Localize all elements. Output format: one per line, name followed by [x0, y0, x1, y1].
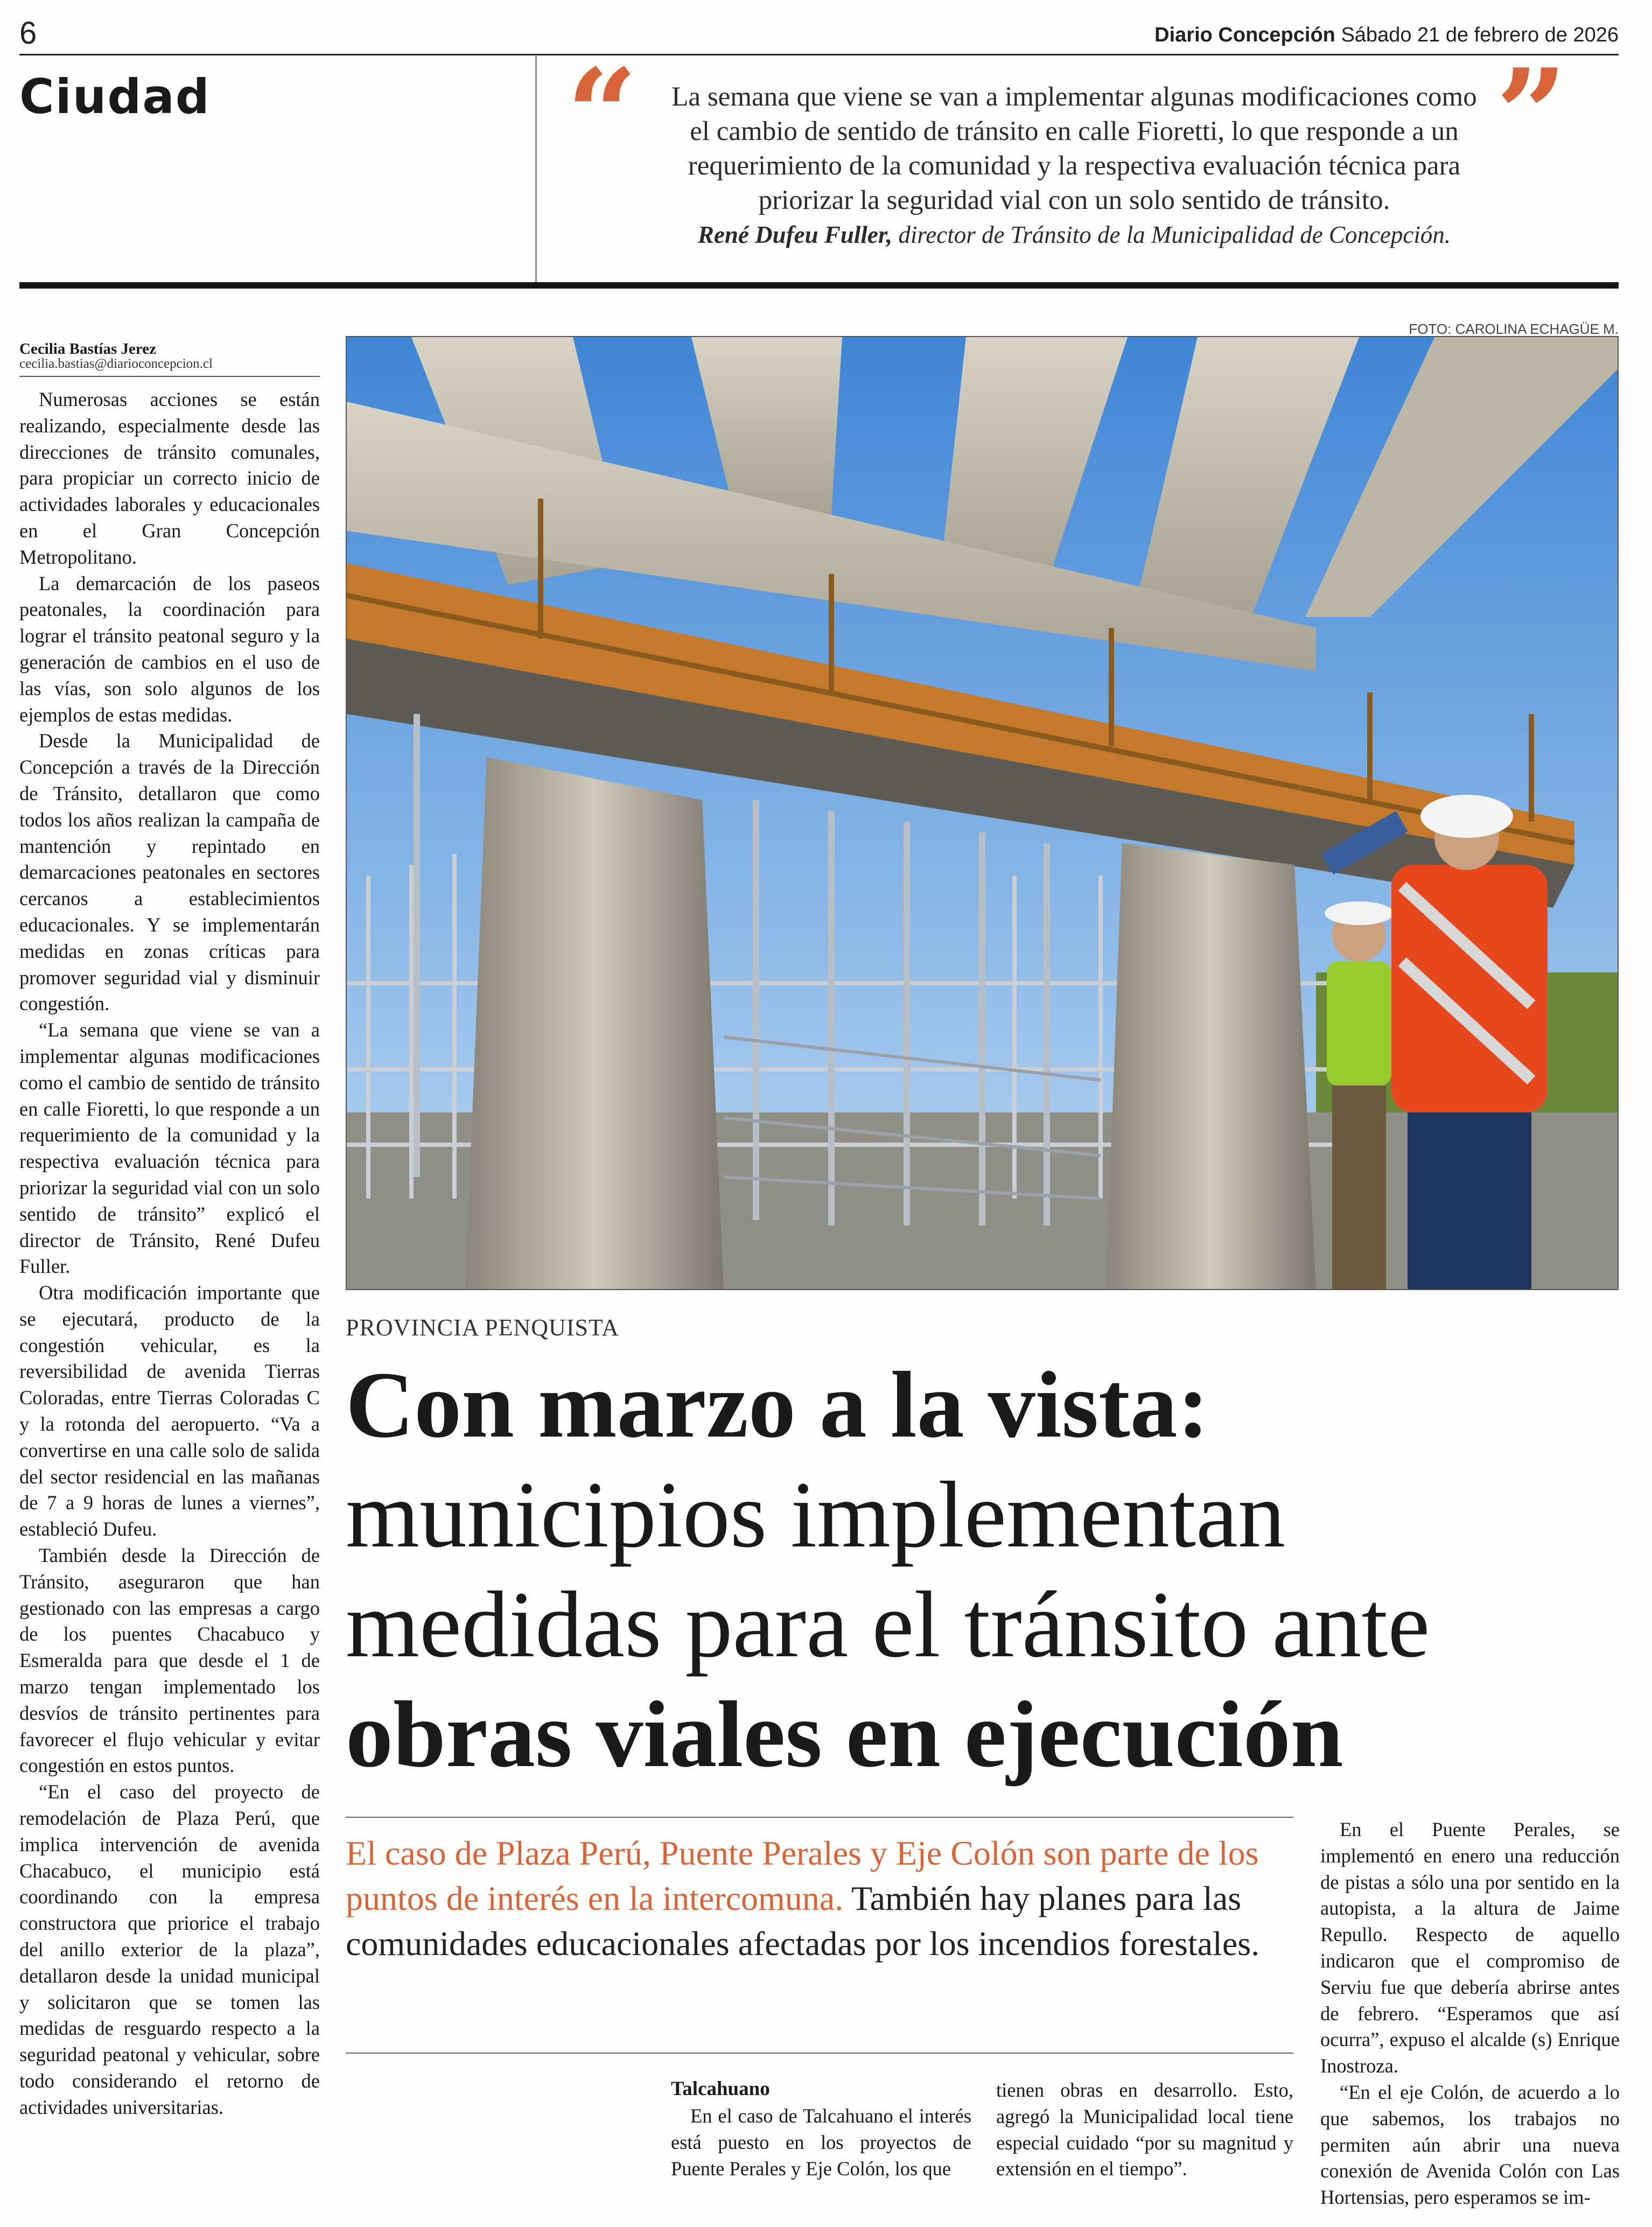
left-article-column	[19, 387, 320, 2121]
paragraph: En el Puente Perales, se implementó en enero una reducción de pistas a sólo una por sentido en la autopista, a la altura de Jaime Repullo. Respecto de aquello indicaron que el compromiso de Serviu fue que debería abrirse antes de febrero. “Esperamos que así ocurra”, expuso el alcalde (s) Enrique Inostroza.	[1320, 1818, 1620, 2077]
paragraph: “En el eje Colón, de acuerdo a lo que sabemos, los trabajos no permiten aún abrir una nueva conexión de Avenida Colón con Las Hortensias, pero esperamos se im-	[1320, 2081, 1620, 2209]
article-kicker: PROVINCIA PENQUISTA	[346, 1314, 620, 1341]
headline-line: municipios implementan	[346, 1462, 1286, 1567]
page-number: 6	[19, 16, 37, 51]
paragraph: También desde la Dirección de Tránsito, aseguraron que han gestionado con las empresas a cargo de los puentes Chacabuco y Esmeralda para que desde el 1 de marzo tengan implementado los desvíos de tránsito pertinentes para favorecer el flujo vehicular y evitar congestión en estos puntos.	[19, 1544, 320, 1777]
paragraph: Desde la Municipalidad de Concepción a través de la Dirección de Tránsito, detallaron que como todos los años realizan la campaña de mantención y repintado en demarcaciones peatonales en sectores cercanos a establecimientos educacionales. Y se implementarán medidas en zonas críticas para promover seguridad vial y disminuir congestión.	[19, 730, 320, 1015]
paragraph: “La semana que viene se van a implementar algunas modificaciones como el cambio de sentido de tránsito en calle Fioretti, lo que responde a un requerimiento de la comunidad y la respectiva evaluación técnica para priorizar la seguridad vial con un solo sentido de tránsito” explicó el director de Tránsito, René Dufeu Fuller.	[19, 1019, 320, 1278]
paragraph: En el caso de Talcahuano el interés está puesto en los proyectos de Puente Perales y Eje Colón, los que	[671, 2105, 971, 2180]
byline-author: Cecilia Bastías Jerez	[19, 340, 156, 358]
header-thick-rule	[19, 282, 1619, 289]
paragraph: La demarcación de los paseos peatonales, la coordinación para lograr el tránsito peatonal seguro y la generación de cambios en el uso de las vías, son solo algunos de los ejemplos de estas medidas.	[19, 572, 320, 726]
photo-credit: FOTO: CAROLINA ECHAGÜE M.	[1409, 321, 1619, 337]
paper-name: Diario Concepción	[1154, 24, 1335, 46]
headline-line: Con marzo a la vista:	[346, 1353, 1209, 1458]
pull-quote-attribution	[662, 221, 1486, 249]
talcahuano-column-b: tienen obras en desarrollo. Esto, agregó la Municipalidad local tiene especial cuidado “por su magnitud y extensión en el tiempo”.	[996, 2079, 1293, 2180]
byline-email[interactable]: cecilia.bastias@diarioconcepcion.cl	[19, 356, 213, 371]
section-title: Ciudad	[19, 69, 211, 124]
close-quote-icon: ”	[1496, 42, 1567, 187]
right-article-column	[1320, 1817, 1620, 2211]
article-headline	[346, 1350, 1622, 1790]
talcahuano-column-a	[671, 2103, 971, 2182]
pull-quote-text: La semana que viene se van a implementar algunas modificaciones como el cambio de sentido de tránsito en calle Fioretti, lo que responde a un requerimiento de la comunidad y la respectiva evaluación técnica para priorizar la seguridad vial con un solo sentido de tránsito.	[671, 82, 1477, 215]
construction-photo	[346, 336, 1619, 1290]
deck-top-rule	[346, 1817, 1293, 1818]
deck-bottom-rule	[346, 2053, 1293, 2054]
pull-quote-author: René Dufeu Fuller,	[697, 221, 893, 248]
top-rule	[19, 54, 1619, 55]
paragraph: Otra modificación importante que se ejecutará, producto de la congestión vehicular, es la reversibilidad de avenida Tierras Coloradas, entre Tierras Coloradas C y la rotonda del aeropuerto. “Va a convertirse en una calle solo de salida del sector residencial en las mañanas de 7 a 9 horas de lunes a viernes”, estableció Dufeu.	[19, 1281, 320, 1540]
deck-rest: También hay planes para las comunidades educacionales afectadas por los incendios forestales.	[346, 1879, 1260, 1963]
headline-line: medidas para el tránsito ante	[346, 1572, 1430, 1677]
issue-date: Sábado 21 de febrero de 2026	[1341, 24, 1619, 46]
deck-highlight: El caso de Plaza Perú, Puente Perales y Eje Colón son parte de los puntos de interés en la intercomuna.	[346, 1834, 1259, 1917]
article-deck	[346, 1831, 1293, 1966]
pull-quote-role: director de Tránsito de la Municipalidad de Concepción.	[898, 221, 1451, 248]
headline-line: obras viales en ejecución	[346, 1682, 1343, 1787]
open-quote-icon: “	[566, 42, 638, 187]
subhead-talcahuano: Talcahuano	[671, 2078, 770, 2100]
paragraph: “En el caso del proyecto de remodelación de Plaza Perú, que implica intervención de avenida Chacabuco, el municipio está coordinando con la empresa constructora que priorice el trabajo del anillo exterior de la plaza”, detallaron desde la unidad municipal y solicitaron que se tomen las medidas de resguardo respecto a la seguridad peatonal y vehicular, sobre todo considerando el retorno de actividades universitarias.	[19, 1781, 320, 2118]
header-divider	[535, 56, 537, 282]
paragraph: Numerosas acciones se están realizando, especialmente desde las direcciones de tránsito comunales, para propiciar un correcto inicio de actividades laborales y educacionales en el Gran Concepción Metropolitano.	[19, 388, 320, 568]
byline-rule	[19, 376, 320, 377]
